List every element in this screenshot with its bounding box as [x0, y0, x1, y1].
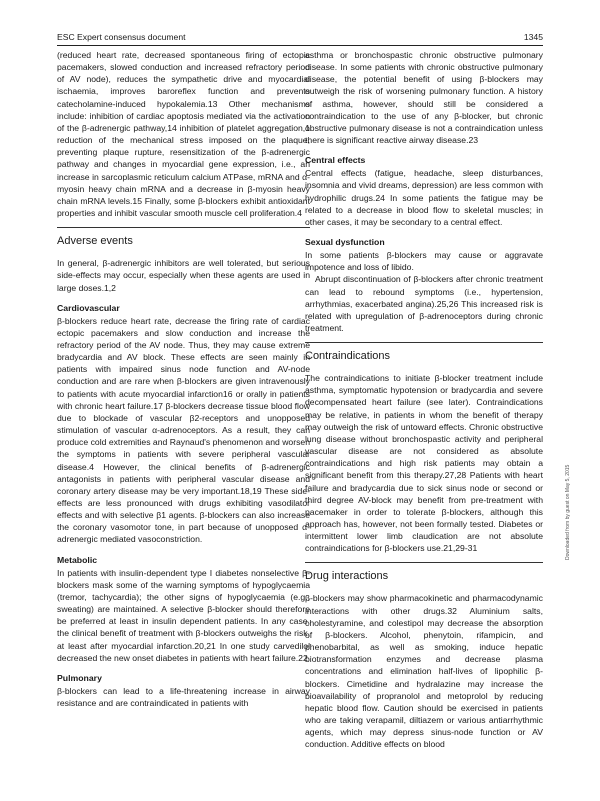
- drug-interactions-heading: Drug interactions: [305, 570, 389, 583]
- pulmonary-continued-text: asthma or bronchospastic chronic obstructive pulmonary disease. In some patients with chronic obstructive pulmonary disease, the potential benefit of using β-blockers may outweigh the risk of worsening pulmonary function. A history of asthma, however, should still be considered a contraindication to the use of any β-blocker, but chronic obstructive pulmonary disease is not a contraindication unless there is significant reactive airway disease.23: [305, 50, 543, 146]
- contraindications-heading: Contraindications: [305, 350, 390, 363]
- metabolic-heading: Metabolic: [57, 554, 98, 565]
- section-rule: [305, 562, 543, 563]
- right-column: [305, 49, 543, 751]
- intro-paragraph: (reduced heart rate, decreased spontaneous firing of ectopic pacemakers, slowed conduction and increased refractory period of AV node), reduces the sympathetic drive and myocardial ischaemia, improves baroreflex function and prevents catecholamine-induced hypokalemia.13 Other mechanisms include: inhibition of cardiac apoptosis mediated via the activation of the β-adrenergic pathway,14 inhibition of platelet aggregation,1 reduction of the mechanical stress imposed on the plaque, preventing plaque rupture, resensitization of the β-adrenergic pathway and changes in myocardial gene expression, i.e., an increase in sarcoplasmic reticulum calcium ATPase, mRNA and α-myosin heavy chain mRNA and a decrease in β-myosin heavy chain mRNA levels.15 Finally, some β-blockers exhibit antioxidant properties and inhibit vascular smooth muscle cell proliferation.4: [57, 50, 310, 219]
- page-number: 1345: [523, 32, 543, 42]
- adverse-events-intro: In general, β-adrenergic inhibitors are well tolerated, but serious side-effects may occur, especially when these agents are used in large doses.1,2: [57, 258, 310, 293]
- pulmonary-text: β-blockers can lead to a life-threatening increase in airway resistance and are contraindicated in patients with: [57, 685, 310, 709]
- cardiovascular-text: β-blockers reduce heart rate, decrease the firing rate of cardiac ectopic pacemakers and slow conduction and increase the refractory period of the AV node. Thus, they may cause extreme bradycardia and AV block. These effects are seen mainly in patients with impaired sinus node function and AV-node conduction and are rare when β-blockers are given intravenously to patients with acute myocardial infarction16 or orally in patients with chronic heart failure.17 β-blockers decrease tissue blood flow due to blockade of vascular β2-receptors and unopposed stimulation of vascular α-adrenoceptors. As a result, they can produce cold extremities and Raynaud's phenomenon and worsen the symptoms in patients with severe peripheral vascular disease.4 However, the clinical benefits of β-adrenergic antagonists in patients with peripheral vascular disease and coronary artery disease may be very important.18,19 These side-effects are less pronounced with drugs exhibiting vasodilator effects and with selective β1 agents. β-blockers can also increase the coronary vasomotor tone, in part because of unopposed α-adrenergic mediated vasoconstriction.: [57, 315, 310, 545]
- metabolic-text: In patients with insulin-dependent type I diabetes nonselective β-blockers mask some of the warning symptoms of hypoglycaemia (tremor, tachycardia); the other signs of hypoglycaemia (e.g., sweating) are maintained. A selective β-blocker should therefore be preferred at least in insulin dependent patients. In any case, the clinical benefit of treatment with β-blockers outweighs the risk, at least after myocardial infarction.20,21 In one study carvedilol decreased the new onset diabetes in patients with heart failure.22: [57, 567, 310, 663]
- sexual-dysfunction-heading: Sexual dysfunction: [305, 237, 385, 248]
- header-rule: [57, 45, 543, 46]
- drug-interactions-text: β-blockers may show pharmacokinetic and pharmacodynamic interactions with other drugs.32 Aluminium salts, cholestyramine, and colestipol may decrease the absorption of β-blockers. Alcohol, phenytoin, rifampicin, and phenobarbital, as well as smoking, induce hepatic biotransformation enzymes and decrease plasma concentrations and elimination half-lives of lipophilic β-blockers. Cimetidine and hydralazine may increase the bioavailability of propranolol and metoprolol by reducing hepatic blood flow. Caution should be exercised in patients who are taking verapamil, diltiazem or various antiarrhythmic agents, which may depress sinus-node function or AV conduction. Additive effects on blood: [305, 593, 543, 750]
- download-side-note: Downloaded from by guest on May 5, 2015: [565, 464, 571, 560]
- left-column: [57, 49, 310, 709]
- contraindications-text: The contraindications to initiate β-blocker treatment include asthma, symptomatic hypotension or bradycardia and severe decompensated heart failure (see later). Contraindications may be relative, in patients in whom the benefit of therapy may outweigh the risk of untoward effects. Chronic obstructive lung disease without bronchospastic activity and peripheral vascular disease are not considered as absolute contraindications and high risk patients may obtain a significant benefit from this therapy.27,28 Patients with heart failure and bradycardia due to sick sinus node or second or third degree AV-block may benefit from pre-treatment with pacemaker in order to tolerate β-blockers, although this approach has, however, not been formally tested. Diabetes or intermittent lower limb claudication are not absolute contraindications for β-blockers use.21,29-31: [305, 373, 543, 554]
- cardiovascular-heading: Cardiovascular: [57, 302, 120, 313]
- adverse-events-heading: Adverse events: [57, 235, 133, 248]
- section-rule: [57, 227, 310, 228]
- section-rule: [305, 342, 543, 343]
- central-effects-heading: Central effects: [305, 155, 366, 166]
- abrupt-discontinuation-text: Abrupt discontinuation of β-blockers after chronic treatment can lead to rebound symptoms (i.e., hypertension, arrhythmias, exacerbated angina).25,26 This increased risk is related with upregulation of β-adrenoceptors during chronic treatment.: [305, 274, 543, 333]
- pulmonary-heading: Pulmonary: [57, 672, 102, 683]
- central-effects-text: Central effects (fatigue, headache, sleep disturbances, insomnia and vivid dreams, depression) are less common with hydrophilic drugs.24 In some patients the fatigue may be related to a decrease in blood flow to skeletal muscles; in other cases, it may be secondary to a central effect.: [305, 168, 543, 227]
- running-header: [57, 31, 543, 44]
- journal-section-label: ESC Expert consensus document: [57, 32, 186, 42]
- sexual-dysfunction-text: In some patients β-blockers may cause or aggravate impotence and loss of libido.: [305, 250, 543, 273]
